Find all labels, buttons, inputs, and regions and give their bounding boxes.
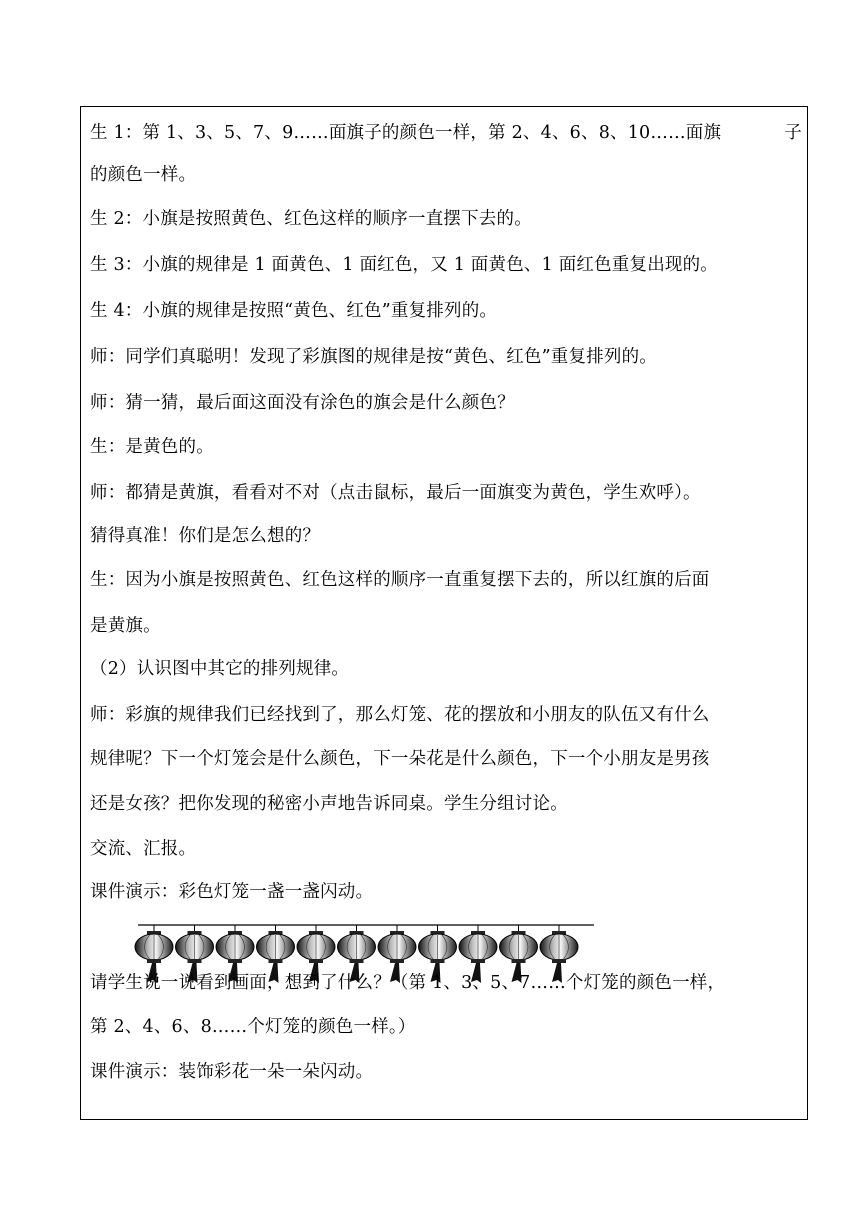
text-line-18: 课件演示：彩色灯笼一盏一盏闪动。 [90,882,374,902]
text-line-6: 师：同学们真聪明！发现了彩旗图的规律是按“黄色、红色”重复排列的。 [90,347,657,367]
text-line-20: 第 2、4、6、8……个灯笼的颜色一样。） [90,1017,416,1037]
text-line-9: 师：都猜是黄旗，看看对不对（点击鼠标，最后一面旗变为黄色，学生欢呼）。 [90,483,701,503]
text-line-21: 课件演示：装饰彩花一朵一朵闪动。 [90,1062,374,1082]
text-line-13: （2）认识图中其它的排列规律。 [90,659,350,679]
text-line-7: 师：猜一猜，最后面这面没有涂色的旗会是什么颜色？ [90,393,515,413]
text-line-1-tail: 子 [784,123,802,143]
text-line-3: 生 2：小旗是按照黄色、红色这样的顺序一直摆下去的。 [90,209,532,229]
text-line-19: 请学生说一说看到画面，想到了什么？（第 1、3、5、7……个灯笼的颜色一样， [90,973,726,993]
text-line-17: 交流、汇报。 [90,839,197,859]
text-line-15: 规律呢？下一个灯笼会是什么颜色，下一朵花是什么颜色，下一个小朋友是男孩 [90,749,710,769]
text-line-14: 师：彩旗的规律我们已经找到了，那么灯笼、花的摆放和小朋友的队伍又有什么 [90,705,710,725]
text-line-11: 生：因为小旗是按照黄色、红色这样的顺序一直重复摆下去的，所以红旗的后面 [90,570,710,590]
text-line-4: 生 3：小旗的规律是 1 面黄色、1 面红色，又 1 面黄色、1 面红色重复出现的。 [90,255,719,275]
text-line-1-main: 生 1：第 1、3、5、7、9……面旗子的颜色一样，第 2、4、6、8、10……面旗 [90,123,722,143]
text-line-5: 生 4：小旗的规律是按照“黄色、红色”重复排列的。 [90,301,498,321]
text-line-16: 还是女孩？把你发现的秘密小声地告诉同桌。学生分组讨论。 [90,794,568,814]
text-line-10: 猜得真准！你们是怎么想的？ [90,526,321,546]
text-line-2: 的颜色一样。 [90,165,197,185]
text-line-12: 是黄旗。 [90,616,161,636]
text-line-1 [90,121,802,145]
text-line-8: 生：是黄色的。 [90,437,214,457]
